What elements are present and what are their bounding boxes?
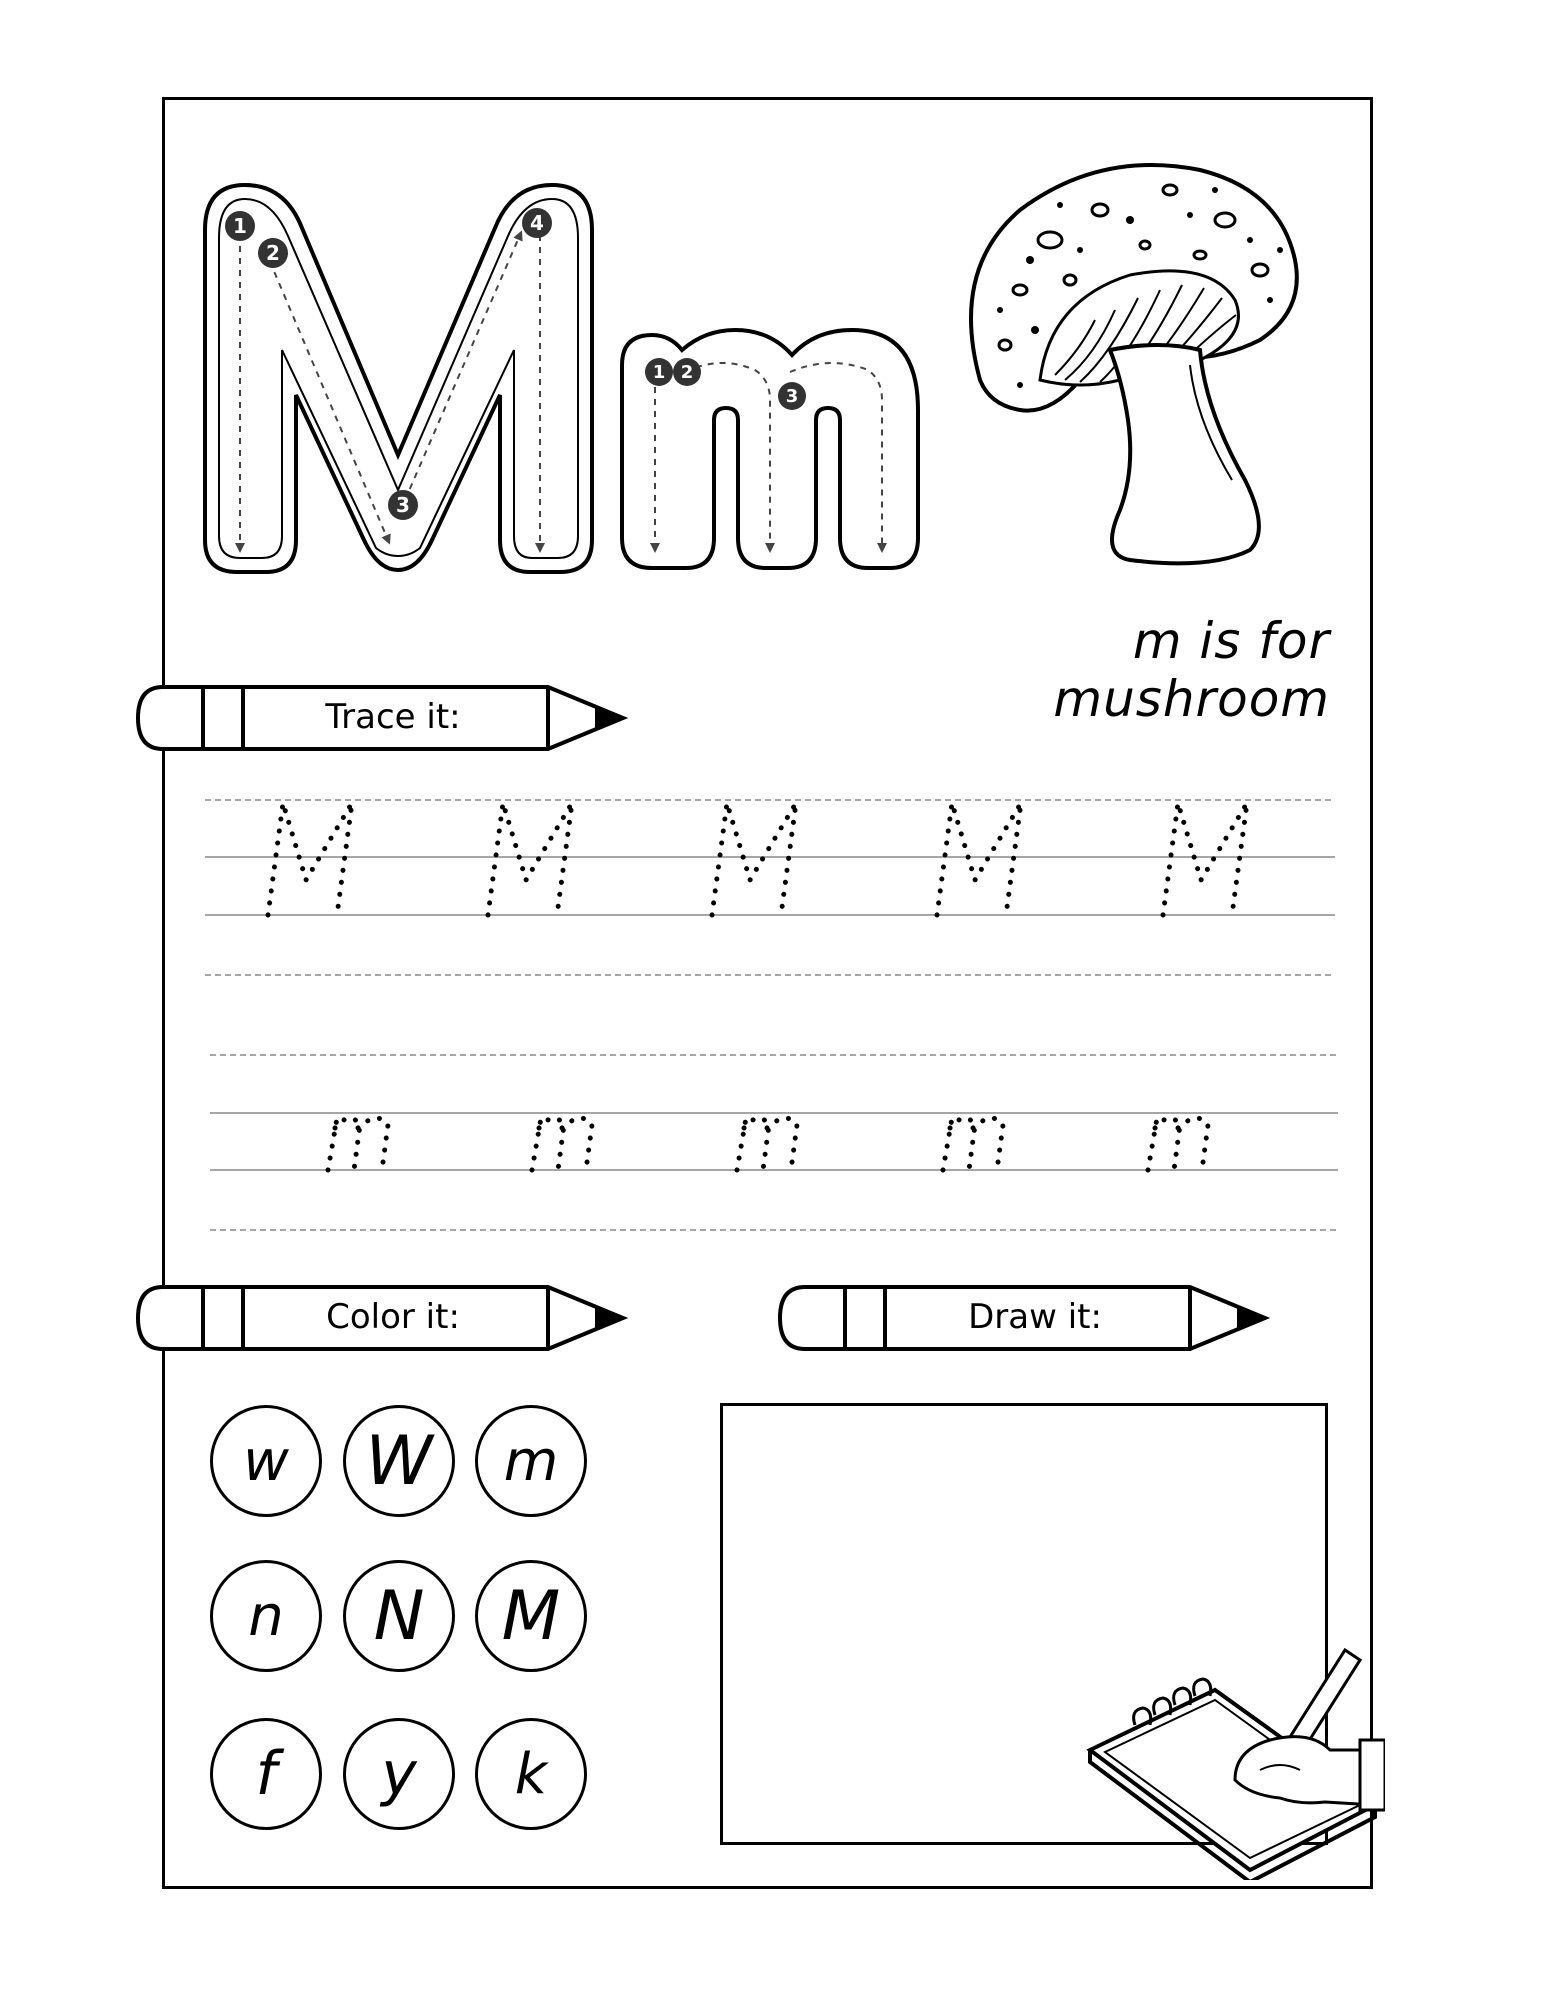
color-it-label: Color it:: [326, 1297, 460, 1337]
stroke-number-badge: 2: [258, 238, 288, 268]
bubble-letter: k: [514, 1741, 548, 1807]
bubble-letter: N: [373, 1576, 425, 1656]
bubble-letter: W: [365, 1421, 433, 1501]
stroke-number-badge: 2: [673, 358, 701, 386]
color-bubble[interactable]: [475, 1718, 587, 1830]
stroke-number-badge: 1: [225, 211, 255, 241]
dotted-lower-m: [532, 1118, 592, 1170]
dotted-upper-m: [1163, 803, 1247, 915]
bubble-letter: y: [381, 1739, 417, 1809]
stroke-number-badge: 4: [522, 208, 552, 238]
color-bubble[interactable]: [210, 1560, 322, 1672]
dotted-lower-m: [943, 1118, 1003, 1170]
bubble-letter: m: [503, 1428, 559, 1494]
letter-caption: m is for mushroom: [1053, 612, 1330, 728]
color-bubble[interactable]: [343, 1405, 455, 1517]
dotted-upper-m: [268, 803, 352, 915]
color-bubble[interactable]: [210, 1405, 322, 1517]
color-bubble[interactable]: [343, 1718, 455, 1830]
color-bubble[interactable]: [475, 1405, 587, 1517]
bubble-letter: f: [255, 1739, 277, 1809]
stroke-number-badge: 1: [645, 358, 673, 386]
stroke-number-badge: 3: [778, 382, 806, 410]
dotted-lower-m: [737, 1118, 797, 1170]
trace-it-label: Trace it:: [325, 697, 461, 737]
color-bubble[interactable]: [343, 1560, 455, 1672]
stroke-number-badge: 3: [388, 490, 418, 520]
hand-writing-notebook-icon: [1085, 1630, 1385, 1880]
dotted-lower-m: [328, 1118, 388, 1170]
color-bubble[interactable]: [210, 1718, 322, 1830]
dotted-upper-m: [712, 803, 796, 915]
bubble-letter: w: [243, 1428, 289, 1494]
bubble-letter: n: [248, 1583, 284, 1649]
bubble-letter: M: [501, 1576, 561, 1656]
dotted-upper-m: [937, 803, 1021, 915]
dotted-upper-m: [488, 803, 572, 915]
draw-it-label: Draw it:: [968, 1297, 1102, 1337]
dotted-lower-m: [1148, 1118, 1208, 1170]
color-bubble[interactable]: [475, 1560, 587, 1672]
